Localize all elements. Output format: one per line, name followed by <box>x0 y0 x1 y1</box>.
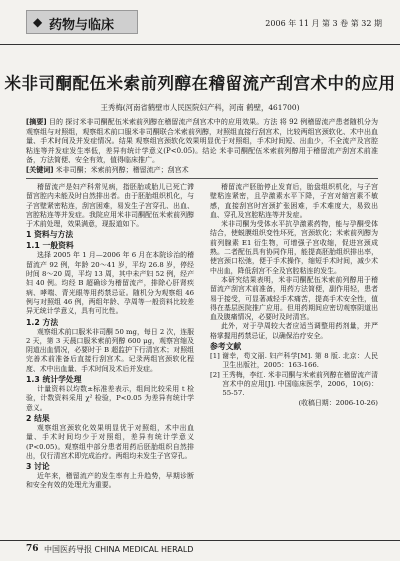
section-heading: 2 结果 <box>26 413 50 423</box>
page-number: 76 <box>26 544 39 554</box>
article-authors: 王秀梅(河南省鹤壁市人民医院妇产科，河南 鹤壁，461700) <box>100 103 300 112</box>
keywords-text: 米非司酮；米索前列醇；稽留流产；刮宫术 <box>55 165 189 174</box>
body-paragraph: 近年来，稽留流产的发生率有上升趋势，早期诊断和安全有效的处理尤为重要。 <box>26 472 194 490</box>
abstract-block <box>26 118 378 176</box>
page-header <box>0 0 400 45</box>
body-paragraph: 计量资料以均数±标准差表示，组间比较采用 t 检验，计数资料采用 χ² 检验，P<0.05 为差异有统计学意义。 <box>26 385 194 412</box>
body-paragraph: 本研究结果表明，米非司酮配伍米索前列醇用于稽留流产刮宫术前准备，用药方法简便，副作用轻，患者易于接受，可显著减轻手术痛苦，提高手术安全性，值得在基层医院推广应用。但用药期间应密切观察阴道出血及腹痛情况，必要时及时清宫。 <box>210 275 378 322</box>
references-heading: 参考文献 <box>210 342 242 352</box>
section-heading: 1 资料与方法 <box>26 230 74 240</box>
abstract-divider <box>26 178 378 179</box>
section-heading: 1.2 方法 <box>26 317 59 327</box>
body-paragraph: 此外，对于孕周较大者应适当调整用药剂量，并严格掌握用药禁忌证，以确保治疗安全。 <box>210 322 378 340</box>
section-label: 药物与临床 <box>49 18 115 33</box>
reference-item: [1] 谢幸，苟文丽. 妇产科学[M]. 第 8 版. 北京：人民卫生出版社，2005：163-166. <box>210 352 378 370</box>
received-date: (收稿日期：2006-10-26) <box>298 398 378 407</box>
reference-item: [2] 王秀梅，李红. 米非司酮与米索前列醇在稽留流产清宫术中的应用[J]. 中国临床医学，2006，10(6)：55-57. <box>210 370 378 398</box>
section-heading: 1.3 统计学处理 <box>26 375 82 385</box>
section-tab <box>26 10 138 34</box>
body-paragraph: 观察组术前口服米非司酮 50 mg，每日 2 次，连服 2 天，第 3 天晨口服米索前列醇 600 μg，观察宫缩及阴道出血情况，必要时于 B 超监护下行清宫术；对照组完善术前准备后直接行刮宫术。记录两组宫颈软化程度、术中出血量、手术时间及术后并发症。 <box>26 327 194 373</box>
abstract-text: 目的 探讨米非司酮配伍米索前列醇在稽留流产刮宫术中的应用效果。方法 将 92 例稽留流产患者随机分为观察组与对照组，观察组术前口服米非司酮联合米索前列醇，对照组直接行刮宫术，比较两组宫颈软化、术中出血量、手术时间及并发症情况。结果 观察组宫颈软化效果明显优于对照组，手术时间短、出血少，不全流产及宫腔粘连等并发症发生率低，差异有统计学意义(P<0.05)。结论 米非司酮配伍米索前列醇用于稽留流产刮宫术前准备，方法简便、安全有效，值得临床推广。 <box>26 118 378 165</box>
abstract-label: [摘要] <box>26 118 47 126</box>
page-footer <box>0 540 400 561</box>
journal-name: 中国医药导报 CHINA MEDICAL HERALD <box>44 545 194 554</box>
body-paragraph: 观察组宫颈软化效果明显优于对照组，术中出血量、手术时间均少于对照组，差异有统计学意义(P<0.05)。观察组中部分患者用药后胚胎组织自然排出，仅行清宫术即完成治疗。两组均未发生子宫穿孔。 <box>26 423 194 460</box>
section-heading: 1.1 一般资料 <box>26 241 74 251</box>
body-paragraph: 选择 2005 年 1 月—2006 年 6 月在本院诊治的稽留流产 92 例，年龄 20～41 岁，平均 26.8 岁，停经时间 8～20 周，平均 13 周，其中未产妇 52 例，经产妇 40 例。均经 B 超确诊为稽留流产，排除心肝肾疾病、哮喘、青光眼等用药禁忌证。随机分为观察组 46 例与对照组 46 例，两组年龄、孕周等一般资料比较差异无统计学意义，具有可比性。 <box>26 251 194 316</box>
article-title: 米非司酮配伍米索前列醇在稽留流产刮宫术中的应用 <box>4 74 396 93</box>
body-paragraph: 稽留流产胚胎停止发育后，胎盘组织机化，与子宫壁粘连紧密，且孕激素水平下降，子宫对缩宫素不敏感，直接刮宫时宫颈扩张困难，手术难度大，易致出血、穿孔及宫腔粘连等并发症。 <box>210 183 378 219</box>
keywords-label: [关键词] <box>26 165 54 174</box>
diamond-icon: ◆ <box>33 15 43 29</box>
section-heading: 3 讨论 <box>26 462 50 472</box>
body-paragraph: 稽留流产是妇产科常见病，指胚胎或胎儿已死亡滞留宫腔内未能及时自然排出者。由于胚胎组织机化，与子宫壁紧密粘连，刮宫困难，易发生子宫穿孔、出血、宫腔粘连等并发症。我院应用米非司酮配伍米索前列醇于术前处理，效果满意，现报道如下。 <box>26 183 194 229</box>
reference-list <box>210 352 378 398</box>
body-paragraph: 米非司酮为受体水平抗孕激素药物，能与孕酮受体结合，使蜕膜组织变性坏死，宫颈软化；米索前列醇为前列腺素 E1 衍生物，可增强子宫收缩，促进宫颈成熟。二者配伍具有协同作用，能提高胚胎组织排出率，使宫颈口松弛，便于手术操作，缩短手术时间，减少术中出血，降低刮宫不全及宫腔粘连的发生。 <box>210 220 378 275</box>
body-column-left <box>26 183 194 491</box>
body-column-right <box>210 183 378 408</box>
journal-issue: 2006 年 11 月 第 3 卷 第 32 期 <box>265 19 382 28</box>
